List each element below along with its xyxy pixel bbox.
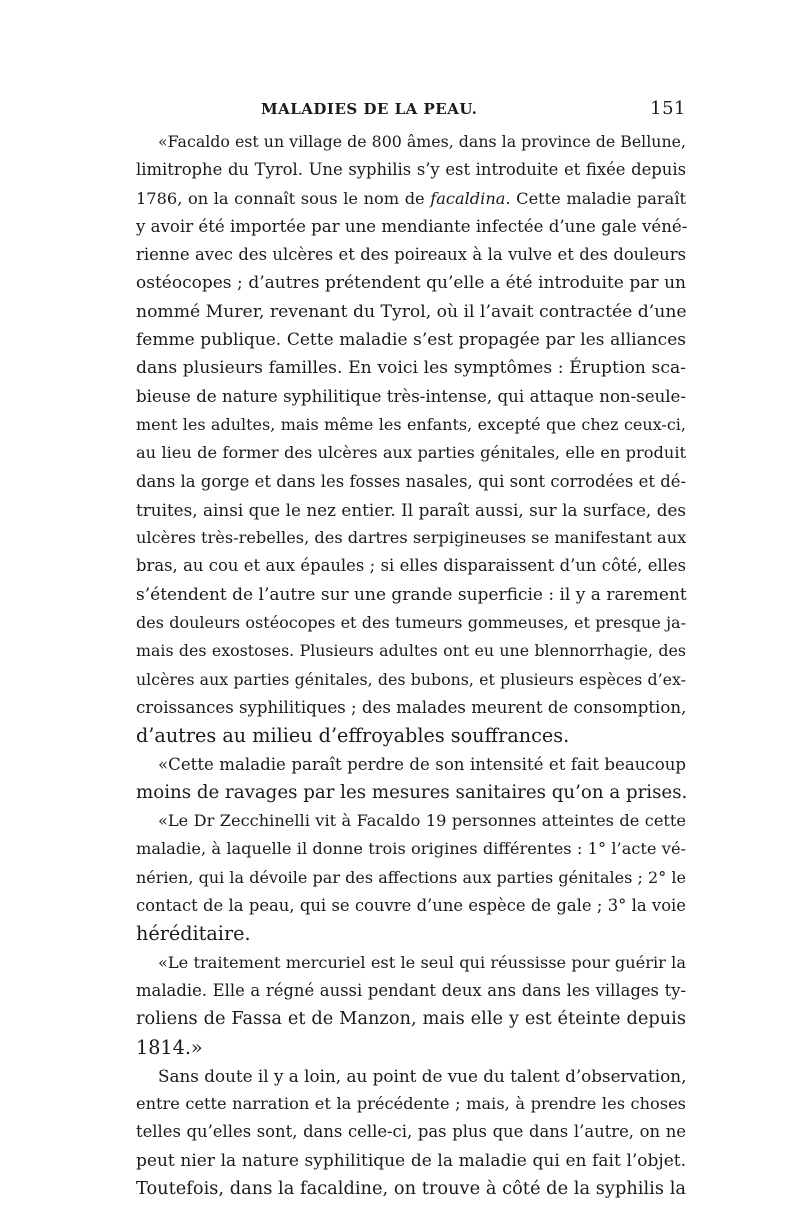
page-header [116, 96, 686, 126]
text-line: telles qu’elles sont, dans celle-ci, pas plus que dans l’autre, on ne [136, 1122, 686, 1142]
text-line: moins de ravages par les mesures sanitaires qu’on a prises. [136, 781, 688, 803]
text-line: nommé Murer, revenant du Tyrol, où il l’avait contractée d’une [136, 301, 687, 322]
text-line: 1814.» [136, 1035, 203, 1059]
text-line: bras, au cou et aux épaules ; si elles disparaissent d’un côté, elles [136, 556, 686, 576]
text-line: rienne avec des ulcères et des poireaux à la vulve et des douleurs [136, 245, 686, 265]
emphasized-term: facaldina [430, 188, 506, 208]
text-line: truites, ainsi que le nez entier. Il paraît aussi, sur la surface, des [136, 499, 686, 520]
text-line: Sans doute il y a loin, au point de vue du talent d’observation, [158, 1065, 687, 1086]
text-line: «Facaldo est un village de 800 âmes, dans la province de Bellune, [158, 132, 686, 151]
paragraph-5 [116, 1062, 686, 1203]
body-text [116, 128, 686, 1203]
text-line: peut nier la nature syphilitique de la maladie qui en fait l’objet. [136, 1150, 686, 1171]
text-line: d’autres au milieu d’effroyables souffrances. [136, 724, 570, 748]
text-line: héréditaire. [136, 922, 251, 946]
text-line: mais des exostoses. Plusieurs adultes ont eu une blennorrhagie, des [136, 641, 686, 661]
text-line: des douleurs ostéocopes et des tumeurs gommeuses, et presque ja- [136, 613, 686, 633]
text-line: y avoir été importée par une mendiante infectée d’une gale véné- [136, 216, 688, 236]
text-line: s’étendent de l’autre sur une grande superficie : il y a rarement [136, 584, 687, 605]
text-line: ulcères très-rebelles, des dartres serpigineuses se manifestant aux [136, 528, 687, 548]
text-line: nérien, qui la dévoile par des affections aux parties génitales ; 2° le [136, 867, 686, 887]
paragraph-3 [116, 807, 686, 948]
text-line: dans la gorge et dans les fosses nasales, qui sont corrodées et dé- [136, 471, 686, 491]
text-line: ostéocopes ; d’autres prétendent qu’elle a été introduite par un [136, 273, 686, 294]
text-line: maladie. Elle a régné aussi pendant deux ans dans les villages ty- [136, 980, 686, 1000]
text-line: Toutefois, dans la facaldine, on trouve à côté de la syphilis la [136, 1177, 686, 1199]
text-line: «Le Dr Zecchinelli vit à Facaldo 19 personnes atteintes de cette [158, 811, 686, 831]
text-line: bieuse de nature syphilitique très-intense, qui attaque non-seule- [136, 386, 686, 406]
text-line: ment les adultes, mais même les enfants, excepté que chez ceux-ci, [136, 414, 686, 434]
text-line: roliens de Fassa et de Manzon, mais elle y est éteinte depuis [136, 1008, 686, 1030]
paragraph-1 [116, 128, 686, 751]
text-line: au lieu de former des ulcères aux parties génitales, elle en produit [136, 443, 686, 463]
text-line: entre cette narration et la précédente ; mais, à prendre les choses [136, 1094, 686, 1114]
running-title: MALADIES DE LA PEAU. [261, 100, 478, 118]
text-line: 1786, on la connaît sous le nom de facaldina. Cette maladie paraît [136, 188, 686, 208]
book-page [116, 96, 688, 1199]
text-line: femme publique. Cette maladie s’est propagée par les alliances [136, 330, 686, 351]
text-line: maladie, à laquelle il donne trois origines différentes : 1° l’acte vé- [136, 839, 686, 859]
text-line: croissances syphilitiques ; des malades meurent de consomption, [136, 697, 687, 717]
text-line: «Le traitement mercuriel est le seul qui réussisse pour guérir la [158, 952, 686, 972]
paragraph-4 [116, 949, 686, 1062]
page-number: 151 [650, 98, 686, 119]
text-line: contact de la peau, qui se couvre d’une espèce de gale ; 3° la voie [136, 896, 686, 916]
text-line: «Cette maladie paraît perdre de son intensité et fait beaucoup [158, 754, 686, 774]
text-line: dans plusieurs familles. En voici les symptômes : Éruption sca- [136, 358, 686, 379]
paragraph-2 [116, 751, 686, 808]
text-line: ulcères aux parties génitales, des bubons, et plusieurs espèces d’ex- [136, 669, 686, 689]
text-line: limitrophe du Tyrol. Une syphilis s’y est introduite et fixée depuis [136, 160, 686, 180]
